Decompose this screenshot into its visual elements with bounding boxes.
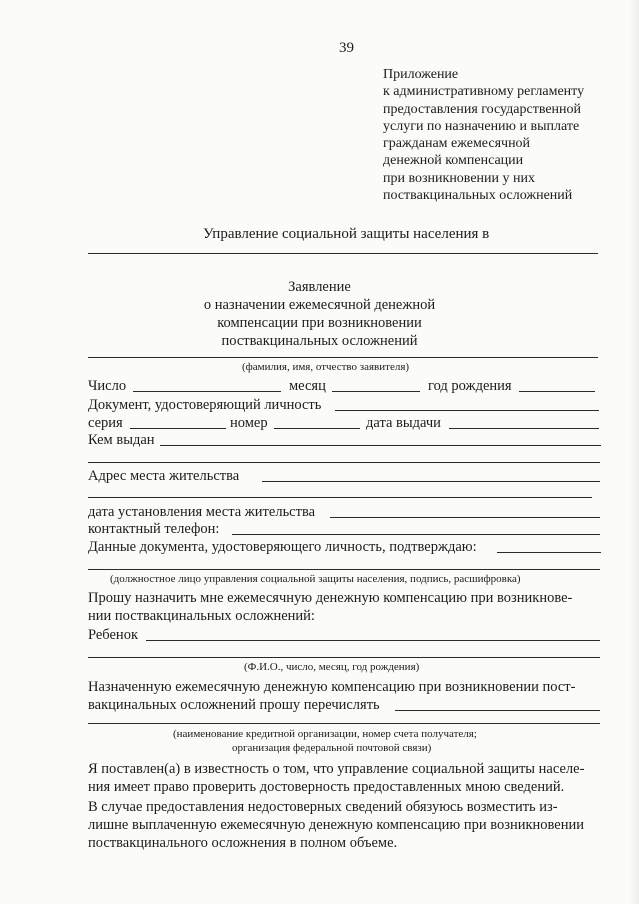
title-line: о назначении ежемесячной денежной	[203, 297, 436, 313]
appendix-note	[383, 66, 584, 204]
number-label: номер	[230, 415, 268, 431]
appendix-line: поствакцинальных осложнений	[383, 188, 573, 204]
notice-line-2: ния имеет право проверить достоверность предоставленных мною сведений.	[88, 779, 565, 795]
obligation-line-1: В случае предоставления недостоверных сведений обязуюсь возместить из-	[88, 799, 558, 815]
request-line-1: Прошу назначить мне ежемесячную денежную компенсацию при возникнове-	[88, 590, 573, 606]
appendix-line: гражданам ежемесячной	[383, 136, 531, 152]
issued-by-field-continued[interactable]	[88, 462, 600, 463]
appendix-line: денежной компенсации	[383, 153, 524, 169]
title-line: компенсации при возникновении	[217, 315, 422, 331]
official-signature-line[interactable]	[88, 569, 600, 570]
title-line: Заявление	[288, 279, 351, 295]
day-label: Число	[88, 378, 127, 394]
appendix-line: к административному регламенту	[383, 84, 585, 100]
obligation-line-3: поствакцинального осложнения в полном объеме.	[88, 835, 398, 851]
child-info-caption: (Ф.И.О., число, месяц, год рождения)	[244, 661, 420, 673]
address-field[interactable]	[262, 481, 600, 482]
request-line-2: нии поствакцинальных осложнений:	[88, 608, 315, 624]
transfer-line-2: вакцинальных осложнений прошу перечислять	[88, 697, 380, 713]
residence-date-field[interactable]	[330, 517, 600, 518]
appendix-line: услуги по назначению и выплате	[383, 118, 580, 134]
transfer-field-continued[interactable]	[88, 723, 600, 724]
issue-date-label: дата выдачи	[366, 415, 441, 431]
bank-caption-line-1: (наименование кредитной организации, номер счета получателя;	[173, 728, 477, 740]
appendix-line: предоставления государственной	[383, 101, 582, 117]
appendix-line: Приложение	[383, 67, 459, 82]
residence-date-label: дата установления места жительства	[88, 504, 316, 520]
document-title	[0, 278, 639, 350]
obligation-line-2: лишне выплаченную ежемесячную денежную компенсацию при возникновении	[88, 817, 585, 833]
issued-by-label: Кем выдан	[88, 432, 155, 448]
series-field[interactable]	[130, 428, 226, 429]
applicant-name-caption: (фамилия, имя, отчество заявителя)	[242, 361, 410, 373]
address-field-continued[interactable]	[88, 497, 592, 498]
phone-label: контактный телефон:	[88, 521, 220, 537]
day-field[interactable]	[133, 391, 281, 392]
number-field[interactable]	[274, 428, 360, 429]
department-heading: Управление социальной защиты населения в	[203, 226, 490, 242]
month-field[interactable]	[332, 391, 420, 392]
page-number: 39	[339, 40, 354, 56]
issue-date-field[interactable]	[449, 428, 599, 429]
id-document-label: Документ, удостоверяющий личность	[88, 397, 322, 413]
notice-line-1: Я поставлен(а) в известность о том, что управление социальной защиты населе-	[88, 761, 585, 777]
transfer-line-1: Назначенную ежемесячную денежную компенсацию при возникновении пост-	[88, 679, 576, 695]
id-document-field[interactable]	[335, 410, 599, 411]
transfer-field[interactable]	[395, 710, 600, 711]
confirm-field[interactable]	[497, 552, 601, 553]
birth-year-label: год рождения	[428, 378, 512, 394]
confirm-label: Данные документа, удостоверяющего личность, подтверждаю:	[88, 539, 477, 555]
child-label: Ребенок	[88, 627, 138, 643]
address-label: Адрес места жительства	[88, 468, 240, 484]
department-blank-line	[88, 253, 598, 254]
title-line: поствакцинальных осложнений	[221, 333, 418, 349]
phone-field[interactable]	[232, 534, 600, 535]
month-label: месяц	[289, 378, 326, 394]
issued-by-field[interactable]	[160, 445, 601, 446]
child-field[interactable]	[146, 640, 600, 641]
child-field-continued[interactable]	[88, 657, 600, 658]
series-label: серия	[88, 415, 123, 431]
appendix-line: при возникновении у них	[383, 170, 536, 186]
official-caption: (должностное лицо управления социальной защиты населения, подпись, расшифровка)	[110, 573, 521, 585]
birth-year-field[interactable]	[519, 391, 595, 392]
applicant-name-line[interactable]	[88, 357, 598, 358]
scan-edge	[629, 0, 639, 904]
bank-caption-line-2: организация федеральной почтовой связи)	[232, 742, 432, 754]
